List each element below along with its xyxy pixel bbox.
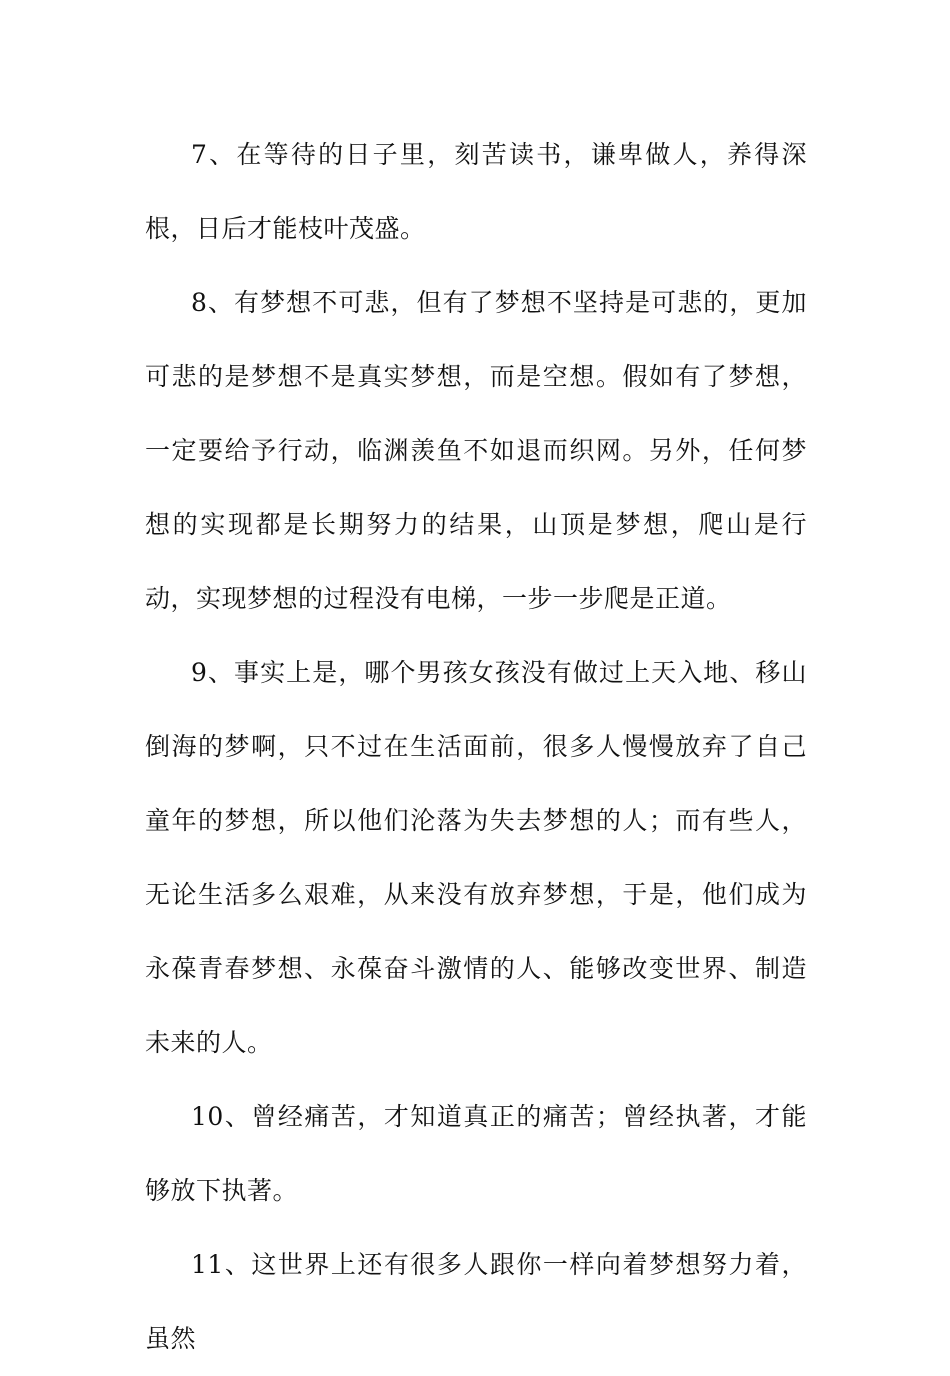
- paragraph-7: 7、在等待的日子里，刻苦读书，谦卑做人，养得深根，日后才能枝叶茂盛。: [145, 140, 807, 243]
- paragraph-11: 11、这世界上还有很多人跟你一样向着梦想努力着，虽然: [145, 1250, 807, 1353]
- paragraph-8: 8、有梦想不可悲，但有了梦想不坚持是可悲的，更加可悲的是梦想不是真实梦想，而是空想。假如有了梦想，一定要给予行动，临渊羡鱼不如退而织网。另外，任何梦想的实现都是长期努力的结果，山顶是梦想，爬山是行动，实现梦想的过程没有电梯，一步一步爬是正道。: [145, 288, 807, 613]
- paragraph-10: 10、曾经痛苦，才知道真正的痛苦；曾经执著，才能够放下执著。: [145, 1102, 807, 1205]
- document-body: [145, 118, 807, 1376]
- paragraph-9: 9、事实上是，哪个男孩女孩没有做过上天入地、移山倒海的梦啊，只不过在生活面前，很多人慢慢放弃了自己童年的梦想，所以他们沦落为失去梦想的人；而有些人，无论生活多么艰难，从来没有放弃梦想，于是，他们成为永葆青春梦想、永葆奋斗激情的人、能够改变世界、制造未来的人。: [145, 658, 807, 1057]
